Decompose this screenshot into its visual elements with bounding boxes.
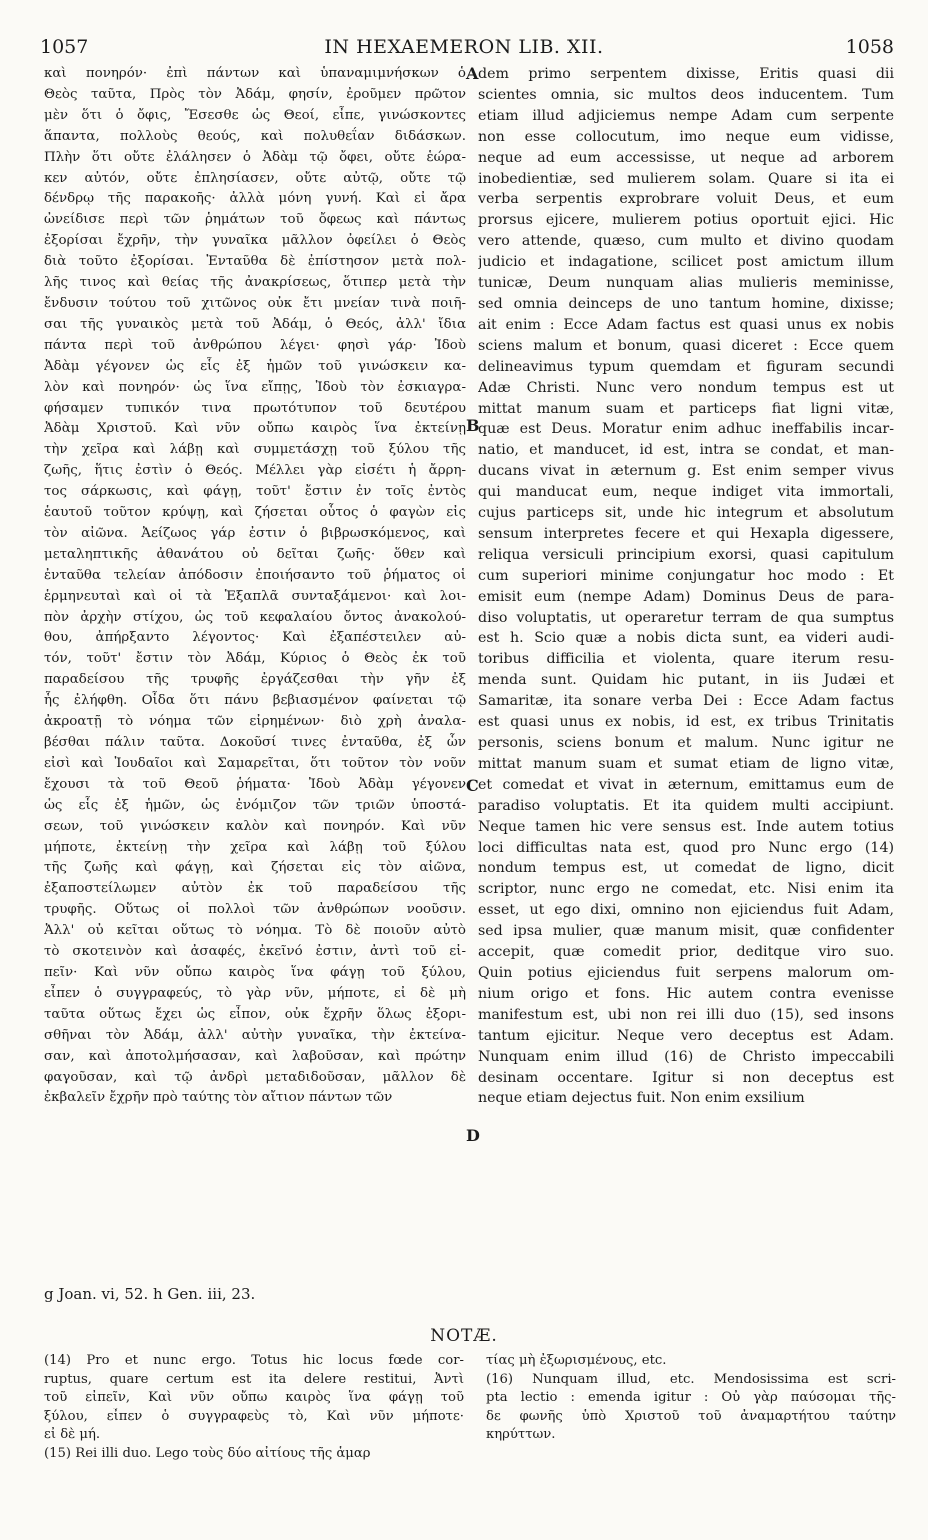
text-line: neque ad eum accessisse, ut neque ad arborem (478, 149, 894, 166)
text-line: σεων, τοῦ γινώσκειν καλὸν καὶ πονηρόν. Καὶ νῦν (44, 818, 466, 834)
text-line: accepit, quæ comedit prior, deditque viro suo. (478, 944, 894, 961)
text-line: ἑρμηνευταὶ καὶ οἱ τὰ Ἑξαπλᾶ συνταξάμενοι· καὶ λοι- (44, 588, 466, 604)
text-line: τὸν αἰῶνα. Ἀείζωος γάρ ἐστιν ὁ βιβρωσκόμενος, καὶ (44, 525, 466, 541)
text-line: κηρύττων. (486, 1427, 556, 1442)
text-line: τος σάρκωσις, καὶ φάγῃ, τοῦτ' ἔστιν ἐν τοῖς ἐντὸς (44, 484, 466, 500)
left-page-number: 1057 (40, 36, 89, 58)
text-line: delineavimus typum quemdam et figuram secundi (478, 358, 894, 375)
text-line: φήσαμεν τυπικόν τινα πρωτότυπον τοῦ δευτέρου (44, 400, 466, 416)
text-line: nium origo et fons. Hic autem contra evenisse (478, 985, 894, 1002)
text-line: emisit eum (nempe Adam) Dominus Deus de para- (478, 588, 894, 605)
text-line: θου, ἀπήρξαντο λέγοντος· Καὶ ἐξαπέστειλεν αὐ- (44, 630, 466, 646)
text-line: natio, et manducet, id est, intra se condat, et man- (478, 442, 894, 459)
text-line: verba serpentis exprobrare voluit Deus, et eum (478, 191, 894, 208)
text-line: sciens malum et bonum, quasi diceret : Ecce quem (478, 337, 894, 354)
text-line: inobedientiæ, sed mulierem solam. Quare si ita ei (478, 170, 894, 187)
text-line: πεῖν· Καὶ νῦν οὔπω καιρὸς ἵνα φάγῃ τοῦ ξύλου, (44, 964, 466, 980)
text-line: τὸ σκοτεινὸν καὶ ἀσαφές, ἐκεῖνό ἐστιν, ἀντὶ τοῦ εἰ- (44, 944, 466, 960)
right-page-number: 1058 (845, 36, 894, 58)
text-line: Ἀλλ' οὐ κεῖται οὕτως τὸ νόημα. Τὸ δὲ ποιοῦν αὐτὸ (44, 923, 466, 939)
text-line: ἔνδυσιν τούτου τοῦ χιτῶνος οὐκ ἔτι μνείαν τινὰ ποιῆ- (44, 295, 466, 311)
running-title: IN HEXAEMERON LIB. XII. (324, 36, 604, 58)
margin-marker-c: C (466, 776, 479, 795)
text-line: πὸν ἀρχὴν στίχου, ὡς τοῦ κεφαλαίου ὄντος ἀνακολού- (44, 609, 466, 625)
text-line: personis, sciens bonum et malum. Nunc igitur ne (478, 735, 894, 751)
text-line: κεν αὐτόν, οὔτε ἐπλησίασεν, οὔτε αὐτῷ, οὔτε τῷ (44, 170, 466, 186)
margin-marker-a: A (466, 64, 479, 83)
text-line: τὴν χεῖρα καὶ λάβῃ καὶ συμμετάσχῃ τοῦ ξύλου τῆς (44, 442, 466, 458)
text-line: ἐκβαλεῖν ἔχρῆν πρὸ ταύτης τὸν αἴτιον πάντων τῶν (44, 1090, 393, 1106)
text-line: ait enim : Ecce Adam factus est quasi unus ex nobis (478, 316, 894, 333)
text-line: τῆς ζωῆς καὶ φάγῃ, καὶ ζήσεται εἰς τὸν αἰῶνα, (44, 860, 466, 876)
text-line: ἐξορίσαι ἔχρῆν, τὴν γυναῖκα μᾶλλον ὀφείλει ὁ Θεὸς (44, 233, 466, 249)
text-line: mittat manum suam et particeps fiat ligni vitæ, (478, 400, 894, 417)
text-line: πάντα περὶ τοῦ ἀνθρώπου λέγει· φησὶ γάρ· Ἰδοὺ (44, 337, 466, 353)
text-line: (15) Rei illi duo. Lego τοὺς δύο αἰτίους τῆς ἁμαρ (44, 1445, 371, 1461)
text-line: ὡς εἷς ἐξ ἡμῶν, ὡς ἐνόμιζον τῶν τριῶν ὑποστά- (44, 797, 466, 813)
text-line: Ἀδὰμ γέγονεν ὡς εἷς ἐξ ἡμῶν τοῦ γινώσκειν κα- (44, 358, 466, 374)
text-line: ὠνείδισε περὶ τῶν ῥημάτων τοῦ ὄφεως καὶ πάντως (44, 212, 466, 228)
text-line: Adæ Christi. Nunc vero nondum tempus est ut (478, 379, 894, 396)
text-line: εἶπεν ὁ συγγραφεύς, τὸ γὰρ νῦν, μήποτε, εἰ δὲ μὴ (44, 985, 466, 1001)
greek-text-column (44, 64, 466, 1109)
text-line: paradiso voluptatis. Et ita quidem multi accipiunt. (478, 797, 894, 814)
text-line: tunicæ, Deum nunquam alias mulieris meminisse, (478, 275, 894, 292)
text-line: εἰσὶ καὶ Ἰουδαῖοι καὶ Σαμαρεῖται, ὅτι τοῦτον τὸν νοῦν (44, 755, 466, 771)
text-line: quæ est Deus. Moratur enim adhuc ineffabilis incar- (478, 421, 894, 438)
text-line: non esse collocutum, imo neque eum vidisse, (478, 128, 894, 145)
text-line: ἐνταῦθα τελείαν ἀπόδοσιν ἐποιήσαντο τοῦ ῥήματος οἱ (44, 567, 466, 583)
text-line: cum superiori minime conjungatur hoc modo : Et (478, 567, 894, 584)
text-line: (16) Nunquam illud, etc. Mendosissima est scri- (486, 1371, 896, 1387)
text-line: δένδρῳ τῆς παρακοῆς· ἀλλὰ μόνη γυνή. Καὶ εἰ ἄρα (44, 191, 466, 207)
text-line: ξύλου, εἶπεν ὁ συγγραφεὺς τὸ, Καὶ νῦν μήποτε· (44, 1408, 464, 1424)
text-line: τοῦ εἰπεῖν, Καὶ νῦν οὔπω καιρὸς ἵνα φάγῃ τοῦ (44, 1390, 464, 1405)
text-line: τρυφῆς. Οὕτως οἱ πολλοὶ τῶν ἀνθρώπων νοοῦσιν. (44, 902, 466, 918)
text-line: neque etiam dejectus fuit. Non enim exsilium (478, 1090, 805, 1107)
notes-right-column (486, 1352, 896, 1445)
text-line: ἐξαποστείλωμεν αὐτὸν ἐκ τοῦ παραδείσου τῆς (44, 881, 466, 897)
text-line: desinam occentare. Igitur si non deceptus est (478, 1069, 894, 1086)
text-line: sensum interpretes fecere et qui Hexapla digessere, (478, 525, 894, 542)
text-line: dem primo serpentem dixisse, Eritis quasi dii (478, 66, 894, 82)
latin-text-column (478, 64, 894, 1109)
text-line: est h. Scio quæ a nobis dicta sunt, ea videri audi- (478, 630, 894, 647)
text-line: mittat manum suam et sumat etiam de ligno vitæ, (478, 755, 894, 772)
margin-marker-d: D (466, 1126, 480, 1145)
text-line: Neque tamen hic vere sensus est. Inde autem totius (478, 818, 894, 835)
text-line: sed omnia deinceps de uno tantum homine, dixisse; (478, 295, 894, 312)
text-line: tantum ejicitur. Neque vero deceptus est Adam. (478, 1027, 894, 1044)
text-line: Πλὴν ὅτι οὔτε ἐλάλησεν ὁ Ἀδὰμ τῷ ὄφει, οὔτε ἑώρα- (44, 149, 466, 165)
text-line: judicio et indagatione, scilicet post amictum illum (478, 254, 894, 271)
text-line: reliqua versiculi principium exorsi, quasi capitulum (478, 546, 894, 563)
text-line: pta lectio : emenda igitur : Οὐ γὰρ παύσομαι τῆς- (486, 1390, 896, 1405)
text-line: sed ipsa mulier, quæ manum misit, quæ confidenter (478, 923, 894, 940)
page-header (0, 0, 928, 60)
text-line: scriptor, nunc ergo ne comedat, etc. Nisi enim ita (478, 881, 894, 898)
text-line: εἰ δὲ μή. (44, 1427, 101, 1442)
text-line: prorsus ejicere, mulierem potius oportuit ejici. Hic (478, 212, 894, 229)
text-line: βέσθαι πάλιν ταῦτα. Δοκοῦσί τινες ἐνταῦθα, ἐξ ὧν (44, 735, 466, 750)
text-line: τόν, τοῦτ' ἔστιν τὸν Ἀδάμ, Κύριος ὁ Θεὸς ἐκ τοῦ (44, 651, 466, 667)
text-line: ducans vivat in æternum g. Est enim semper vivus (478, 463, 894, 480)
margin-marker-b: B (466, 416, 480, 435)
text-line: ἔχουσι τὰ τοῦ Θεοῦ ῥήματα· Ἰδοὺ Ἀδὰμ γέγονεν (44, 776, 466, 792)
text-line: παραδείσου τῆς τρυφῆς ἐργάζεσθαι τὴν γῆν ἐξ (44, 672, 466, 688)
text-line: ταῦτα οὕτως ἔχει ὡς εἶπον, οὐκ ἔχρῆν ὅλως ἐξορι- (44, 1006, 466, 1022)
text-line: μήποτε, ἐκτείνῃ τὴν χεῖρα καὶ λάβῃ τοῦ ξύλου (44, 839, 466, 855)
text-line: Quin potius ejiciendus fuit serpens malorum om- (478, 964, 894, 981)
scripture-references: g Joan. vi, 52. h Gen. iii, 23. (44, 1285, 256, 1303)
text-line: est quasi unus ex nobis, id est, ex tribus Trinitatis (478, 714, 894, 731)
text-line: σθῆναι τὸν Ἀδάμ, ἀλλ' αὐτὴν γυναῖκα, τὴν ἐκτείνα- (44, 1027, 466, 1043)
text-line: τίας μὴ ἐξωρισμένους, etc. (486, 1353, 667, 1368)
text-line: Samaritæ, ita sonare verba Dei : Ecce Adam factus (478, 693, 894, 710)
text-line: et comedat et vivat in æternum, emittamus eum de (478, 776, 894, 793)
text-line: δε φωνῆς ὑπὸ Χριστοῦ τοῦ ἀναμαρτήτου ταύτην (486, 1408, 896, 1424)
text-line: cujus particeps sit, unde hic integrum et absolutum (478, 505, 894, 522)
notes-heading: NOTÆ. (430, 1326, 498, 1346)
text-line: esset, ut ego dixi, omnino non ejiciendus fuit Adam, (478, 902, 894, 919)
text-line: scientes omnia, sic multos deos inducentem. Tum (478, 86, 894, 103)
text-line: διὰ τοῦτο ἐξορίσαι. Ἐνταῦθα δὲ ἐπίστησον μετὰ πολ- (44, 254, 466, 270)
notes-left-column (44, 1352, 464, 1463)
text-line: loci difficultas nata est, quod pro Nunc ergo (14) (478, 839, 894, 856)
text-line: ἀκροατῇ τὸ νόημα τῶν εἰρημένων· διὸ χρὴ ἀναλα- (44, 714, 466, 730)
text-line: ἑαυτοῦ τοῦτον κρύψῃ, καὶ ζήσεται οὗτος ὁ φαγὼν εἰς (44, 505, 466, 521)
text-line: nondum tempus est, ut comedat de ligno, dicit (478, 860, 894, 877)
text-line: ἅπαντα, πολλοὺς θεούς, καὶ πολυθεΐαν διδάσκων. (44, 128, 466, 144)
text-line: Θεὸς ταῦτα, Πρὸς τὸν Ἀδάμ, φησίν, ἐροῦμεν πρῶτον (44, 86, 466, 102)
text-line: σαν, καὶ ἀποτολμήσασαν, καὶ λαβοῦσαν, καὶ πρώτην (44, 1048, 466, 1064)
text-line: toribus difficilia et violenta, quare iterum resu- (478, 651, 894, 668)
text-line: λὸν καὶ πονηρόν· ὡς ἵνα εἴπῃς, Ἰδοὺ τὸν ἐσκιαγρα- (44, 379, 466, 395)
text-line: μὲν ὅτι ὁ ὄφις, Ἔσεσθε ὡς Θεοί, εἶπε, γινώσκοντες (44, 107, 466, 123)
text-line: ruptus, quare certum est ita delere restitui, Ἀντὶ (44, 1371, 464, 1387)
text-line: manifestum est, ubi non rei illi duo (15), sed insons (478, 1006, 894, 1023)
text-line: etiam illud adjiciemus nempe Adam cum serpente (478, 107, 894, 124)
text-line: menda sunt. Quidam hic putant, in iis Judæi et (478, 672, 894, 689)
text-line: λῆς τινος καὶ θείας τῆς ἀνακρίσεως, ὅτιπερ μετὰ τὴν (44, 275, 466, 291)
text-line: vero attende, quæso, cum multo et divino quodam (478, 233, 894, 250)
text-line: σαι τῆς γυναικὸς μετὰ τοῦ Ἀδάμ, ὁ Θεός, ἀλλ' ἴδια (44, 316, 466, 332)
text-line: Nunquam enim illud (16) de Christo impeccabili (478, 1048, 894, 1065)
text-line: Ἀδὰμ Χριστοῦ. Καὶ νῦν οὔπω καιρὸς ἵνα ἐκτείνῃ (44, 421, 466, 437)
text-line: qui manducat eum, neque indiget vita immortali, (478, 484, 894, 501)
text-line: καὶ πονηρόν· ἐπὶ πάντων καὶ ὑπαναμιμνήσκων ὁ (44, 66, 466, 81)
text-line: diso voluptatis, ut operaretur terram de qua sumptus (478, 609, 894, 626)
text-line: ζωῆς, ἥτις ἐστὶν ὁ Θεός. Μέλλει γὰρ εἰσέτι ἡ ἄρρη- (44, 463, 466, 479)
text-line: ἧς ἐλήφθη. Οἶδα ὅτι πάνυ βεβιασμένον φαίνεται τῷ (44, 693, 466, 709)
text-line: μεταληπτικῆς ἀθανάτου οὐ δεῖται ζωῆς· ὅθεν καὶ (44, 546, 466, 562)
text-line: φαγοῦσαν, καὶ τῷ ἀνδρὶ μεταδιδοῦσαν, μᾶλλον δὲ (44, 1069, 466, 1085)
text-line: (14) Pro et nunc ergo. Totus hic locus fœde cor- (44, 1353, 464, 1368)
